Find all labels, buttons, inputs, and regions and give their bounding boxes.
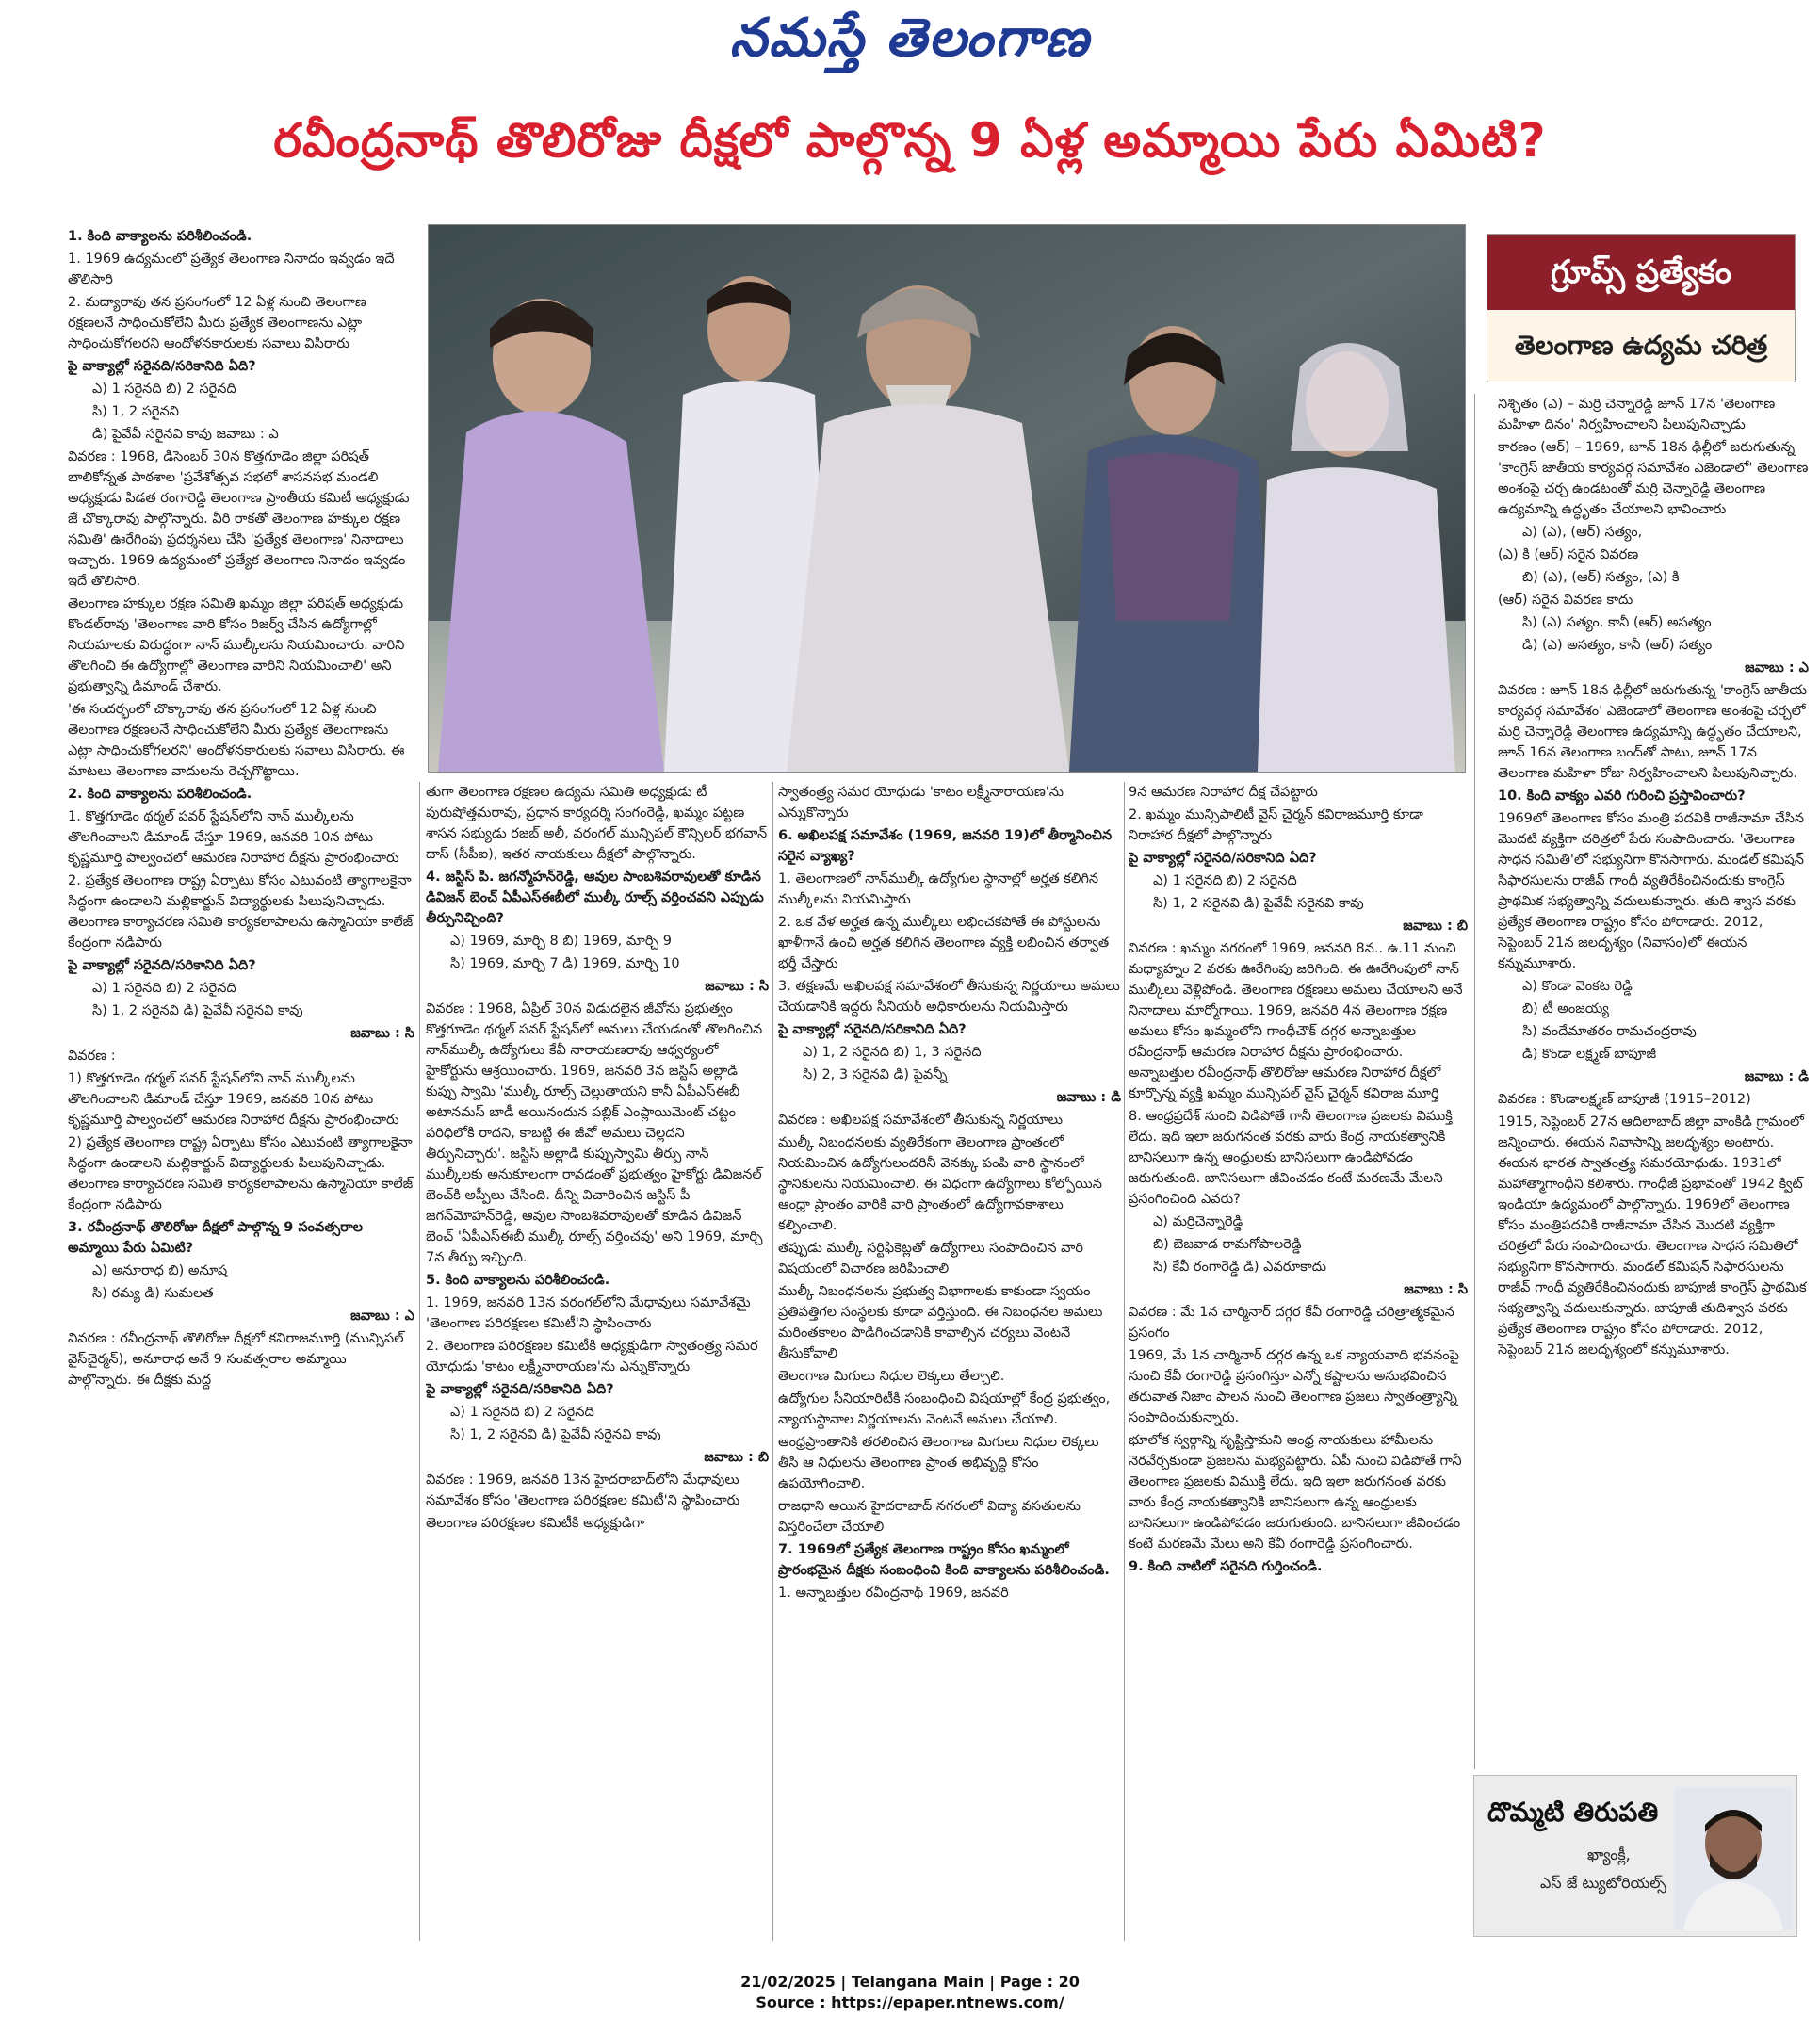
paragraph: పై వాక్యాల్లో సరైనది/సరికానిది ఏది?	[1129, 851, 1317, 866]
paragraph: (ఆర్) సరైన వివరణ కాదు	[1498, 593, 1633, 608]
paragraph: సి) 1, 2 సరైనవి డి) పైవేవీ సరైనవి కావు	[1153, 896, 1364, 911]
paragraph: వివరణ : 1969, జనవరి 13న హైదరాబాద్‌లోని మేధావులు సమావేశం కోసం 'తెలంగాణ పరిరక్షణల కమిటీ'ని స్థాపించారు	[426, 1472, 740, 1508]
paragraph: 1969లో తెలంగాణ కోసం మంత్రి పదవికి రాజీనామా చేసిన మొదటి వ్యక్తిగా చరిత్రలో పేరు సంపాదించారు. 'తెలంగాణ సాధన సమితి'లో సభ్యునిగా కొనసాగారు. మండల్ కమిషన్ సిఫారసులను రాజీవ్ గాంధీ వ్యతిరేకించినందుకు కాంగ్రెస్ ప్రాథమిక సభ్యత్వాన్ని వదులుకున్నారు. తుది శ్వాస వరకు ప్రత్యేక తెలంగాణ రాష్ట్రం కోసం పోరాడారు. 2012, సెప్టెంబర్ 21న జలదృశ్యం (నివాసం)లో ఈయన కన్నుమూశారు.	[1498, 811, 1805, 971]
paragraph: సి) 1, 2 సరైనవి డి) పైవేవీ సరైనవి కావు	[92, 1003, 303, 1018]
column-3	[778, 782, 1121, 1941]
column-1	[68, 226, 414, 1941]
badge-title: గ్రూప్స్ ప్రత్యేకం	[1487, 235, 1795, 310]
column-5	[1498, 394, 1809, 1769]
paragraph: వివరణ : రవీంద్రనాథ్ తొలిరోజు దీక్షలో కవిరాజమూర్తి (మున్సిపల్ వైస్‌చైర్మన్), అనూరాధ అనే 9 సంవత్సరాల అమ్మాయి పాల్గొన్నారు. ఈ దీక్షకు మద్ద	[68, 1331, 404, 1388]
paragraph: పై వాక్యాల్లో సరైనది/సరికానిది ఏది?	[426, 1382, 614, 1397]
article-photo	[428, 224, 1466, 773]
paragraph: 7. 1969లో ప్రత్యేక తెలంగాణ రాష్ట్రం కోసం ఖమ్మంలో ప్రారంభమైన దీక్షకు సంబంధించి కింది వాక్యాలను పరిశీలించండి.	[778, 1542, 1110, 1578]
paragraph: (ఎ) కి (ఆర్) సరైన వివరణ	[1498, 547, 1639, 562]
paragraph: నిశ్చితం (ఎ) – మర్రి చెన్నారెడ్డి జూన్ 17న 'తెలంగాణ మహిళా దినం' నిర్వహించాలని పిలుపునిచ్చాడు	[1498, 397, 1776, 432]
paragraph: పై వాక్యాల్లో సరైనది/సరికానిది ఏది?	[68, 958, 256, 973]
paragraph: జవాబు : బి	[704, 1450, 769, 1465]
paragraph: ఉద్యోగుల సీనియారిటీకి సంబంధించి విషయాల్లో కేంద్ర ప్రభుత్వం, న్యాయస్థానాల నిర్ణయాలను వెంటనే అమలు చేయాలి.	[778, 1391, 1111, 1427]
paragraph: సి) కేవీ రంగారెడ్డి డి) ఎవరూకాదు	[1153, 1260, 1327, 1275]
paragraph: సి) 1969, మార్చి 7 డి) 1969, మార్చి 10	[450, 956, 680, 971]
author-photo	[1674, 1787, 1793, 1930]
column-4	[1129, 782, 1468, 1941]
paragraph: తెలంగాణ హక్కుల రక్షణ సమితి ఖమ్మం జిల్లా పరిషత్ అధ్యక్షుడు కొండల్‌రావు 'తెలంగాణ వారి కోసం రిజర్వ్ చేసిన ఉద్యోగాల్లో నియమాలకు విరుద్ధంగా నాన్ ముల్కీలను నియమించారు. వారిని తొలగించి ఈ ఉద్యోగాల్లో తెలంగాణ వారిని నియమించాలి' అని ప్రభుత్వాన్ని డిమాండ్ చేశారు.	[68, 596, 405, 694]
paragraph: ఎ) 1 సరైనది బి) 2 సరైనది	[1153, 873, 1297, 888]
column-divider	[1474, 394, 1475, 1769]
author-place: ఖ్యాంక్లీ,	[1587, 1846, 1631, 1863]
paragraph: జవాబు : డి	[1056, 1090, 1121, 1105]
paragraph: తెలంగాణ పరిరక్షణల కమిటీకి అధ్యక్షుడిగా	[426, 1516, 645, 1531]
paragraph: సి) 1, 2 సరైనవి	[92, 404, 179, 419]
paragraph: వివరణ : 1968, డిసెంబర్ 30న కొత్తగూడెం జిల్లా పరిషత్ బాలికోన్నత పాఠశాల 'ప్రవేశోత్సవ సభలో శాసనసభ మండలి అధ్యక్షుడు పిడత రంగారెడ్డి తెలంగాణ ప్రాంతీయ కమిటీ అధ్యక్షుడు జే చొక్కారావు పాల్గొన్నారు. వీరి రాకతో తెలంగాణ హక్కుల రక్షణ సమితి' ఊరేగింపు ప్రదర్శనలు చేసి 'ప్రత్యేక తెలంగాణ' నినాదాలు ఇచ్చారు. 1969 ఉద్యమంలో ప్రత్యేక తెలంగాణ నినాదం ఇవ్వడం ఇదే తొలిసారి.	[68, 449, 410, 589]
paragraph: వివరణ : ఖమ్మం నగరంలో 1969, జనవరి 8న.. ఉ.11 నుంచి మధ్యాహ్నం 2 వరకు ఊరేగింపు జరిగింది. ఈ ఊరేగింపులో నాన్ ముల్కీలు వెళ్లిపోండి. తెలంగాణ రక్షణలు అమలు చేయాలని అనే నినాదాలు మార్మోగాయి. 1969, జనవరి 4న తెలంగాణ రక్షణ అమలు కోసం ఖమ్మంలోని గాంధీచౌక్ దగ్గర అన్నాబత్తుల రవీంద్రనాథ్ ఆమరణ నిరాహార దీక్షను ప్రారంభించారు. అన్నాబత్తుల రవీంద్రనాథ్ తొలిరోజు ఆమరణ నిరాహార దీక్షలో కూర్చొన్న వ్యక్తి ఖమ్మం మున్సిపల్ వైస్ చైర్మన్ కవిరాజ మూర్తి	[1129, 941, 1463, 1101]
column-2	[426, 782, 769, 1941]
paragraph: 4. జస్టిస్ పి. జగన్మోహన్‌రెడ్డి, ఆవుల సాంబశివరావులతో కూడిన డివిజన్ బెంచ్ ఏపీఎస్‌ఈబీలో ముల్కీ రూల్స్ వర్తించవని ఎప్పుడు తీర్పునిచ్చింది?	[426, 870, 764, 926]
paragraph: జవాబు : ఎ	[350, 1309, 414, 1324]
paragraph: డి) పైవేవీ సరైనవి కావు జవాబు : ఎ	[92, 427, 279, 442]
paragraph: ముల్కీ నిబంధనలకు వ్యతిరేకంగా తెలంగాణ ప్రాంతంలో నియమించిన ఉద్యోగులందరినీ వెనక్కు పంపి వారి స్థానంలో స్థానికులను నియమించాలి. ఈ విధంగా ఉద్యోగాలు కోల్పోయిన ఆంధ్రా ప్రాంతం వారికి వారి ప్రాంతంలో ఉద్యోగావకాశాలు కల్పించాలి.	[778, 1135, 1102, 1233]
paragraph: ఎ) 1 సరైనది బి) 2 సరైనది	[92, 382, 236, 397]
paragraph: పై వాక్యాల్లో సరైనది/సరికానిది ఏది?	[68, 359, 256, 374]
paragraph: భూలోక స్వర్గాన్ని సృష్టిస్తామని ఆంధ్ర నాయకులు హామీలను నెరవేర్చకుండా ప్రజలను మభ్యపెట్టారు. ఏపీ నుంచి విడిపోతే గానీ తెలంగాణ ప్రజలకు విముక్తి లేదు. ఇది ఇలా జరుగనంత వరకు వారు కేంద్ర నాయకత్వానికి బానిసలుగా ఉన్న ఆంధ్రులకు బానిసలుగా ఉండిపోవడం జరుగుతుంది. బానిసలుగా జీవించడం కంటే మరణమే మేలు అని కేవీ రంగారెడ్డి ప్రసంగించారు.	[1129, 1433, 1462, 1552]
paragraph: 9. కింది వాటిలో సరైనది గుర్తించండి.	[1129, 1559, 1323, 1574]
paragraph: 2) ప్రత్యేక తెలంగాణ రాష్ట్ర ఏర్పాటు కోసం ఎటువంటి త్యాగాలకైనా సిద్ధంగా ఉండాలని మల్లికార్జున్ విద్యార్థులకు పిలుపునిచ్చాడు. తెలంగాణ కార్యాచరణ సమితి కార్యకలాపాలను ఉస్మానియా కాలేజ్ కేంద్రంగా నడిపారు	[68, 1135, 414, 1212]
paragraph: సి) రమ్య డి) సుమలత	[92, 1286, 214, 1301]
article-headline: రవీంద్రనాథ్ తొలిరోజు దీక్షలో పాల్గొన్న 9 ఏళ్ల అమ్మాయి పేరు ఏమిటి?	[273, 113, 1547, 168]
paragraph: 2. కింది వాక్యాలను పరిశీలించండి.	[68, 787, 252, 802]
paragraph: బి) (ఎ), (ఆర్) సత్యం, (ఎ) కి	[1522, 570, 1680, 585]
author-org: ఎస్ జే ట్యుటోరియల్స్	[1540, 1874, 1666, 1892]
paragraph: పై వాక్యాల్లో సరైనది/సరికానిది ఏది?	[778, 1022, 967, 1037]
author-portrait-icon	[1674, 1787, 1793, 1930]
paragraph: 2. ప్రత్యేక తెలంగాణ రాష్ట్ర ఏర్పాటు కోసం ఎటువంటి త్యాగాలకైనా సిద్ధంగా ఉండాలని మల్లికార్జున్ విద్యార్థులకు పిలుపునిచ్చాడు. తెలంగాణ కార్యాచరణ సమితి కార్యకలాపాలను ఉస్మానియా కాలేజ్ కేంద్రంగా నడిపారు	[68, 873, 414, 951]
paragraph: జవాబు : సి	[1404, 1282, 1468, 1297]
paragraph: రాజధాని అయిన హైదరాబాద్ నగరంలో విద్యా వసతులను విస్తరించేలా చేయాలి	[778, 1499, 1081, 1535]
paragraph: 5. కింది వాక్యాలను పరిశీలించండి.	[426, 1273, 610, 1288]
paragraph: ఎ) 1969, మార్చి 8 బి) 1969, మార్చి 9	[450, 934, 672, 949]
column-divider	[1124, 782, 1125, 1941]
paragraph: వివరణ : మే 1న చార్మినార్ దగ్గర కేవీ రంగారెడ్డి చరిత్రాత్మకమైన ప్రసంగం	[1129, 1305, 1454, 1341]
paragraph: ఎ) 1, 2 సరైనది బి) 1, 3 సరైనది	[803, 1045, 982, 1060]
paragraph: స్వాతంత్ర్య సమర యోధుడు 'కాటం లక్ష్మీనారాయణ'ను ఎన్నుకొన్నారు	[778, 785, 1064, 821]
paragraph: 8. ఆంధ్రప్రదేశ్ నుంచి విడిపోతే గానీ తెలంగాణ ప్రజలకు విముక్తి లేదు. ఇది ఇలా జరుగనంత వరకు వారు కేంద్ర నాయకత్వానికి బానిసలుగా ఉన్న ఆంధ్రులకు బానిసలుగా ఉండిపోవడం జరుగుతుంది. బానిసలుగా జీవించడం కంటే మరణమే మేలని ప్రసంగించింది ఎవరు?	[1129, 1109, 1453, 1207]
column-divider	[772, 782, 773, 1941]
paragraph: తెలంగాణ మిగులు నిధుల లెక్కలు తేల్చాలి.	[778, 1369, 1005, 1384]
paragraph: ఎ) 1 సరైనది బి) 2 సరైనది	[92, 981, 236, 996]
paragraph: వివరణ : 1968, ఏప్రిల్ 30న విడుదలైన జీవోను ప్రభుత్వం కొత్తగూడెం థర్మల్ పవర్ స్టేషన్‌లో అమలు చేయడంతో తొలగించిన నాన్‌ముల్కీ ఉద్యోగులు కేవీ నారాయణరావు ఆధ్వర్యంలో హైకోర్టును ఆశ్రయించారు. 1969, జనవరి 3న జస్టిస్ అల్లాడి కుప్పు స్వామి 'ముల్కీ రూల్స్ చెల్లుతాయని కానీ ఏపీఎస్‌ఈబీ అటానమస్ బాడీ అయినందున పబ్లిక్ ఎంప్లాయిమెంట్ చట్టం పరిధిలోకి రాదని, కాబట్టి ఈ జీవో అమలు చెల్లదని తీర్పునిచ్చారు'. జస్టిస్ అల్లాడి కుప్పుస్వామి తీర్పు నాన్ ముల్కీలకు అనుకూలంగా రావడంతో ప్రభుత్వం హైకోర్టు డివిజనల్ బెంచ్‌కి అప్పీలు చేసింది. దీన్ని విచారించిన జస్టిస్ పీ జగన్‌మోహన్‌రెడ్డి, ఆవుల సాంబశివరావులతో కూడిన డివిజన్ బెంచ్ 'ఏపీఎస్‌ఈబీ ముల్కీ రూల్స్ వర్తించవు' అని 1969, మార్చి 7న తీర్పు ఇచ్చింది.	[426, 1001, 763, 1265]
paragraph: 2. ఖమ్మం మున్సిపాలిటీ వైస్ చైర్మన్ కవిరాజమూర్తి కూడా నిరాహార దీక్షలో పాల్గొన్నారు	[1129, 807, 1423, 843]
paragraph: ఎ) 1 సరైనది బి) 2 సరైనది	[450, 1405, 594, 1420]
paragraph: తుగా తెలంగాణ రక్షణల ఉద్యమ సమితి అధ్యక్షుడు టీ పురుషోత్తమరావు, ప్రధాన కార్యదర్శి సంగంరెడ్డి, ఖమ్మం పట్టణ శాసన సభ్యుడు రజబ్ అలీ, వరంగల్ మున్సిపల్ కౌన్సిలర్ భగవాన్ దాస్ (సీపీఐ), ఇతర నాయకులు దీక్షలో పాల్గొన్నారు.	[426, 785, 768, 862]
paragraph: 1969, మే 1న చార్మినార్ దగ్గర ఉన్న ఒక న్యాయవాది భవనంపై నుంచి కేవీ రంగారెడ్డి ప్రసంగిస్తూ ఎన్నో కష్టాలను అనుభవించిన తరువాత నిజాం పాలన నుంచి తెలంగాణ ప్రజలు స్వాతంత్ర్యాన్ని సంపాదించుకున్నారు.	[1129, 1348, 1459, 1425]
paragraph: బి) బెజవాడ రామగోపాలరెడ్డి	[1153, 1237, 1302, 1252]
paragraph: 'ఈ సందర్భంలో చొక్కారావు తన ప్రసంగంలో 12 ఏళ్ల నుంచి తెలంగాణ రక్షణలనే సాధించుకోలేని మీరు ప్రత్యేక తెలంగాణను ఎట్లా సాధించుకోగలరని' ఆందోళనకారులకు సవాలు విసిరారు. ఈ మాటలు తెలంగాణ వాదులను రెచ్చగొట్టాయి.	[68, 702, 405, 779]
paragraph: తప్పుడు ముల్కీ సర్టిఫికెట్లతో ఉద్యోగాలు సంపాదించిన వారి విషయంలో విచారణ జరిపించాలి	[778, 1241, 1083, 1277]
paragraph: బి) టీ అంజయ్య	[1522, 1001, 1609, 1017]
paragraph: ఎ) మర్రిచెన్నారెడ్డి	[1153, 1214, 1243, 1229]
author-box	[1473, 1775, 1797, 1937]
paragraph: జవాబు : సి	[350, 1026, 414, 1041]
paragraph: 2. తెలంగాణ పరిరక్షణల కమిటీకి అధ్యక్షుడిగా స్వాతంత్ర్య సమర యోధుడు 'కాటం లక్ష్మీనారాయణ'ను ఎన్నుకొన్నారు	[426, 1339, 758, 1374]
group-photo-image	[429, 225, 1465, 772]
column-divider	[419, 782, 420, 1941]
paragraph: ఎ) అనూరాధ బి) అనూష	[92, 1263, 228, 1278]
paragraph: సి) వందేమాతరం రామచంద్రరావు	[1522, 1024, 1697, 1039]
paragraph: 2. మద్యారావు తన ప్రసంగంలో 12 ఏళ్ల నుంచి తెలంగాణ రక్షణలనే సాధించుకోలేని మీరు ప్రత్యేక తెలంగాణను ఎట్లా సాధించుకోగలరని ఆందోళనకారులకు సవాలు విసిరారు	[68, 295, 366, 351]
paragraph: 1. కొత్తగూడెం థర్మల్ పవర్ స్టేషన్‌లోని నాన్ ముల్కీలను తొలగించాలని డిమాండ్ చేస్తూ 1969, జనవరి 10న పోటు కృష్ణమూర్తి పాల్వంచలో ఆమరణ నిరాహార దీక్షను ప్రారంభించారు	[68, 809, 399, 866]
paragraph: ఆంధ్రప్రాంతానికి తరలించిన తెలంగాణ మిగులు నిధుల లెక్కలు తీసి ఆ నిధులను తెలంగాణ ప్రాంత అభివృద్ధి కోసం ఉపయోగించాలి.	[778, 1435, 1099, 1491]
masthead-logo: నమస్తే తెలంగాణ	[729, 8, 1091, 69]
paragraph: 3. రవీంద్రనాథ్ తొలిరోజు దీక్షలో పాల్గొన్న 9 సంవత్సరాల అమ్మాయి పేరు ఏమిటి?	[68, 1220, 364, 1256]
footer-source: Source : https://epaper.ntnews.com/	[756, 1993, 1064, 2011]
paragraph: 1. 1969, జనవరి 13న వరంగల్‌లోని మేధావులు సమావేశమై 'తెలంగాణ పరిరక్షణల కమిటీ'ని స్థాపించారు	[426, 1295, 751, 1331]
paragraph: 1. 1969 ఉద్యమంలో ప్రత్యేక తెలంగాణ నినాదం ఇవ్వడం ఇదే తొలిసారి	[68, 252, 395, 287]
paragraph: ముల్కీ నిబంధనలను ప్రభుత్వ విభాగాలకు కాకుండా స్వయం ప్రతిపత్తిగల సంస్థలకు కూడా వర్తిస్తుంది. ఈ నిబంధనల అమలు మరింతకాలం పొడిగించడానికి కావాల్సిన చర్యలు వెంటనే తీసుకోవాలి	[778, 1284, 1103, 1361]
paragraph: 2. ఒక వేళ అర్హత ఉన్న ముల్కీలు లభించకపోతే ఈ పోస్టులను ఖాళీగానే ఉంచి అర్హత కలిగిన తెలంగాణ వ్యక్తి లభించిన తర్వాత భర్తీ చేస్తారు	[778, 915, 1110, 971]
paragraph: సి) 2, 3 సరైనవి డి) పైవన్నీ	[803, 1067, 948, 1082]
paragraph: ఎ) కొండా వెంకట రెడ్డి	[1522, 979, 1633, 994]
paragraph: వివరణ : జూన్ 18న ఢిల్లీలో జరుగుతున్న 'కాంగ్రెస్ జాతీయ కార్యవర్గ సమావేశం' ఎజెండాలో తెలంగాణ అంశంపై చర్చలో మర్రి చెన్నారెడ్డి తెలంగాణ ఉద్యమాన్ని ఉద్ధృతం చేయాలని, జూన్ 16న తెలంగాణ బంద్‌తో పాటు, జూన్ 17న తెలంగాణ మహిళా రోజు నిర్వహించాలని పిలుపునిచ్చారు.	[1498, 683, 1807, 781]
paragraph: సి) 1, 2 సరైనవి డి) పైవేవీ సరైనవి కావు	[450, 1427, 661, 1442]
paragraph: 1) కొత్తగూడెం థర్మల్ పవర్ స్టేషన్‌లోని నాన్ ముల్కీలను తొలగించాలని డిమాండ్ చేస్తూ 1969, జనవరి 10న పోటు కృష్ణమూర్తి పాల్వంచలో ఆమరణ నిరాహార దీక్షను ప్రారంభించారు	[68, 1071, 399, 1128]
paragraph: వివరణ : అఖిలపక్ష సమావేశంలో తీసుకున్న నిర్ణయాలు	[778, 1113, 1063, 1128]
paragraph: 1. కింది వాక్యాలను పరిశీలించండి.	[68, 229, 252, 244]
paragraph: సి) (ఎ) సత్యం, కానీ (ఆర్) అసత్యం	[1522, 615, 1712, 630]
paragraph: 1. అన్నాబత్తుల రవీంద్రనాథ్ 1969, జనవరి	[778, 1586, 1009, 1601]
paragraph: వివరణ : కొండాలక్ష్మణ్ బాపూజీ (1915–2012)	[1498, 1092, 1751, 1107]
paragraph: 10. కింది వాక్యం ఎవరి గురించి ప్రస్తావించారు?	[1498, 789, 1746, 804]
paragraph: జవాబు : బి	[1403, 919, 1468, 934]
footer-date-page: 21/02/2025 | Telangana Main | Page : 20	[740, 1973, 1080, 1991]
paragraph: 6. అఖిలపక్ష సమావేశం (1969, జనవరి 19)లో తీర్మానించిన సరైన వ్యాఖ్య?	[778, 828, 1113, 864]
paragraph: 1. తెలంగాణలో నాన్‌ముల్కీ ఉద్యోగుల స్థానాల్లో అర్హత కలిగిన ముల్కీలను నియమిస్తారు	[778, 871, 1099, 907]
paragraph: జవాబు : డి	[1744, 1069, 1809, 1084]
paragraph: డి) కొండా లక్ష్మణ్ బాపూజీ	[1522, 1047, 1657, 1062]
groups-special-badge	[1487, 234, 1796, 382]
paragraph: 1915, సెప్టెంబర్ 27న ఆదిలాబాద్ జిల్లా వాంకిడి గ్రామంలో జన్మించారు. ఈయన నివాసాన్ని జలదృశ్యం అంటారు. ఈయన భారత స్వాతంత్ర్య సమరయోధుడు. 1931లో మహాత్మాగాంధీని కలిశారు. గాంధీజీ ప్రభావంతో 1942 క్విట్ ఇండియా ఉద్యమంలో పాల్గొన్నారు. 1969లో తెలంగాణ కోసం మంత్రిపదవికి రాజీనామా చేసిన మొదటి వ్యక్తిగా చరిత్రలో పేరు సంపాదించారు. తెలంగాణ సాధన సమితిలో సభ్యునిగా కొనసాగారు. మండల్ కమిషన్ సిఫారసులను రాజీవ్ గాంధీ వ్యతిరేకించినందుకు బాపూజీ కాంగ్రెస్ ప్రాథమిక సభ్యత్వాన్ని వదులుకున్నారు. బాపూజీ తుదిశ్వాస వరకు ప్రత్యేక తెలంగాణ రాష్ట్రం కోసం పోరాడారు. 2012, సెప్టెంబర్ 21న జలదృశ్యంలో కన్నుమూశారు.	[1498, 1114, 1807, 1358]
paragraph: డి) (ఎ) అసత్యం, కానీ (ఆర్) సత్యం	[1522, 638, 1713, 653]
paragraph: జవాబు : ఎ	[1745, 660, 1809, 675]
paragraph: కారణం (ఆర్) – 1969, జూన్ 18న ఢిల్లీలో జరుగుతున్న 'కాంగ్రెస్ జాతీయ కార్యవర్గ సమావేశం ఎజెండాలో' తెలంగాణ అంశంపై చర్చ ఉండటంతో మర్రి చెన్నారెడ్డి తెలంగాణ ఉద్యమాన్ని ఉద్ధృతం చేయాలని భావించారు	[1498, 440, 1809, 517]
paragraph: ఎ) (ఎ), (ఆర్) సత్యం,	[1522, 525, 1643, 540]
paragraph: 3. తక్షణమే అఖిలపక్ష సమావేశంలో తీసుకున్న నిర్ణయాలు అమలు చేయడానికి ఇద్దరు సీనియర్ అధికారులను నియమిస్తారు	[778, 979, 1120, 1015]
paragraph: వివరణ :	[68, 1049, 116, 1064]
paragraph: జవాబు : సి	[705, 979, 769, 994]
paragraph: 9న ఆమరణ నిరాహార దీక్ష చేపట్టారు	[1129, 785, 1318, 800]
badge-subtitle: తెలంగాణ ఉద్యమ చరిత్ర	[1514, 330, 1768, 361]
author-name: దొమ్మటి తిరుపతి	[1487, 1797, 1659, 1828]
